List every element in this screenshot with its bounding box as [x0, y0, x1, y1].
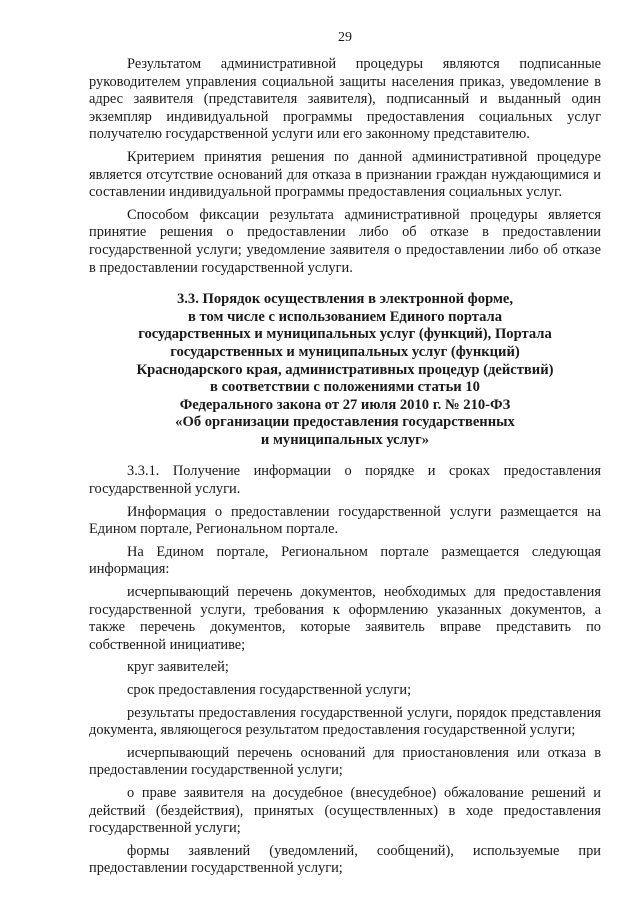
- paragraph: Способом фиксации результата административной процедуры является принятие решения о предоставлении либо об отказе в предоставлении государственной услуги; уведомление заявителя о предоставлении либо об отказе в предоставлении государственной услуги.: [89, 206, 601, 276]
- paragraph: Информация о предоставлении государственной услуги размещается на Едином портале, Региональном портале.: [89, 503, 601, 538]
- list-item: исчерпывающий перечень документов, необходимых для предоставления государственной услуги, требования к оформлению указанных документов, а также перечень документов, которые заявитель вправе представить по собственной инициативе;: [89, 584, 601, 653]
- heading-line: в соответствии с положениями статьи 10: [210, 379, 480, 396]
- paragraph: Критерием принятия решения по данной административной процедуре является отсутствие оснований для отказа в признании граждан нуждающимися и составлении индивидуальной программы предоставления социальных услуг.: [89, 148, 601, 201]
- heading-line: Федерального закона от 27 июля 2010 г. № 210-ФЗ: [179, 396, 511, 413]
- list-item: результаты предоставления государственной услуги, порядок представления документа, являющегося результатом предоставления государственной услуги;: [89, 704, 601, 739]
- paragraph: 3.3.1. Получение информации о порядке и сроках предоставления государственной услуги.: [89, 463, 601, 498]
- heading-line: и муниципальных услуг»: [260, 431, 430, 448]
- page-number: 29: [338, 30, 352, 45]
- heading-line: государственных и муниципальных услуг (функций), Портала: [138, 326, 552, 343]
- heading-line: государственных и муниципальных услуг (функций): [170, 343, 520, 360]
- heading-line: в том числе с использованием Единого портала: [187, 308, 503, 325]
- paragraph: Результатом административной процедуры являются подписанные руководителем управления социальной защиты населения приказ, уведомление в адрес заявителя (представителя заявителя), подписанный и выданный один экземпляр индивидуальной программы предоставления социальных услуг получателю государственной услуги или его законному представителю.: [89, 56, 601, 143]
- list-item: формы заявлений (уведомлений, сообщений), используемые при предоставлении государственной услуги;: [89, 842, 601, 877]
- heading-line: 3.3. Порядок осуществления в электронной форме,: [176, 291, 514, 308]
- list-item: круг заявителей;: [127, 659, 229, 676]
- list-item: о праве заявителя на досудебное (внесудебное) обжалование решений и действий (бездействия), принятых (осуществленных) в ходе предоставления государственной услуги;: [89, 784, 601, 837]
- heading-line: «Об организации предоставления государственных: [175, 414, 515, 431]
- section-heading: [89, 291, 601, 449]
- list-item: срок предоставления государственной услуги;: [127, 682, 412, 698]
- paragraph: На Едином портале, Региональном портале размещается следующая информация:: [89, 543, 601, 578]
- heading-line: Краснодарского края, административных процедур (действий): [136, 361, 554, 378]
- list-item: исчерпывающий перечень оснований для приостановления или отказа в предоставлении государственной услуги;: [89, 744, 601, 779]
